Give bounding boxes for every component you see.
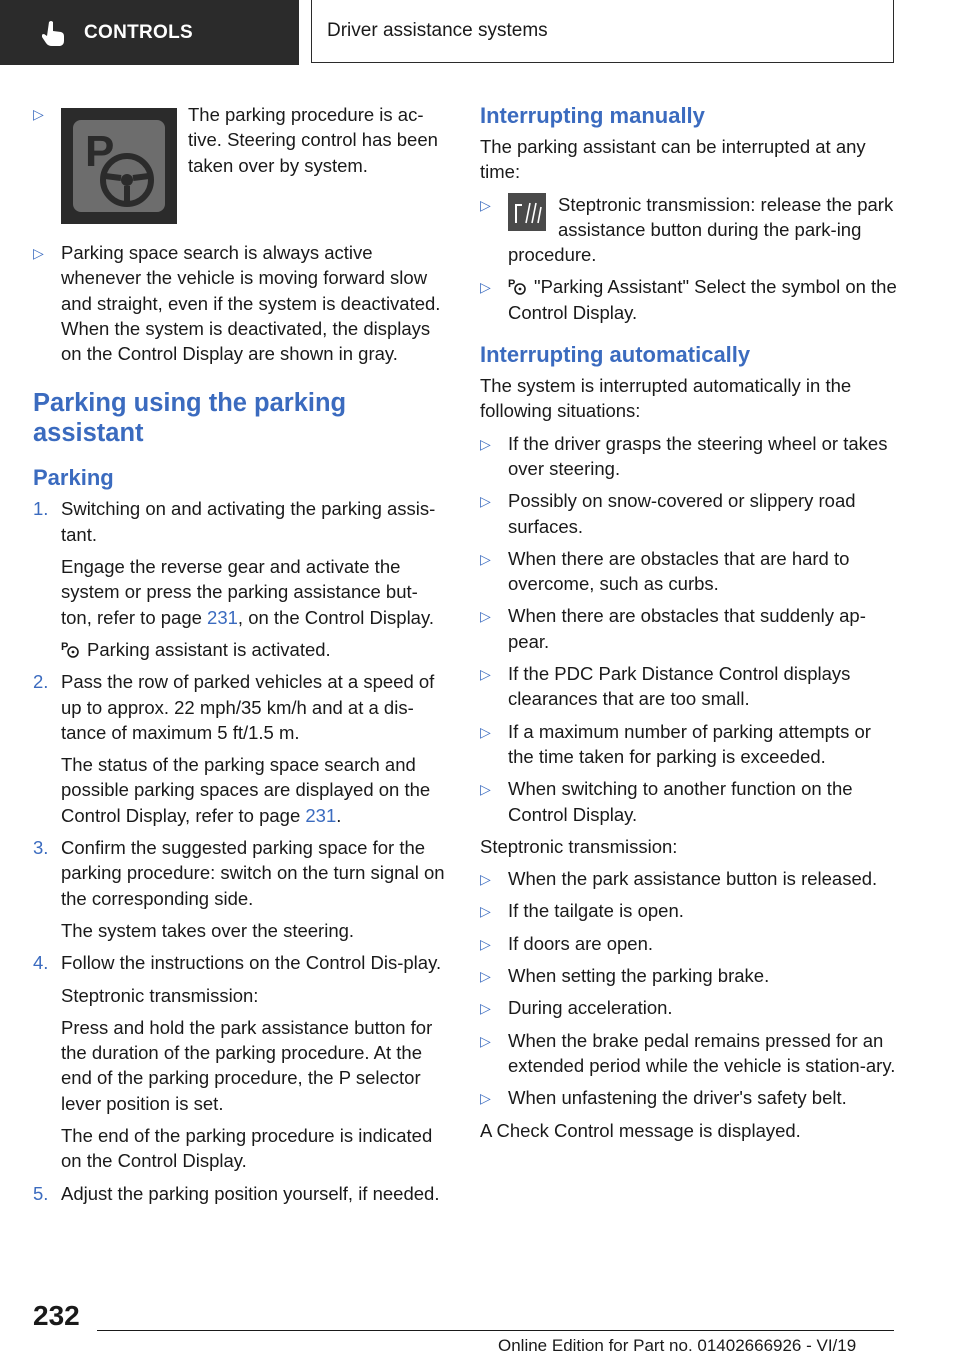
bullet-triangle-icon: ▷ [480, 781, 491, 798]
list-item: ▷ When unfastening the driver's safety belt. [480, 1085, 898, 1110]
list-item: ▷ If a maximum number of parking attempts or the time taken for parking is exceeded. [480, 720, 871, 767]
step-number: 5. [33, 1182, 49, 1204]
parking-active-item [33, 100, 448, 230]
svg-text:P: P [85, 127, 115, 176]
bullet-triangle-icon: ▷ [480, 871, 491, 888]
subsection-heading: Parking [33, 465, 114, 491]
step-number: 1. [33, 498, 49, 520]
list-item: ▷ When the park assistance button is released. [480, 866, 898, 891]
paragraph: A Check Control message is displayed. [480, 1119, 801, 1141]
step-text: Pass the row of parked vehicles at a speed of up to approx. 22 mph/35 km/h and at a dis-tance of maximum 5 ft/1.5 m. [61, 671, 435, 743]
list-item: ▷ When setting the parking brake. [480, 963, 898, 988]
step-number: 3. [33, 837, 49, 859]
header-chapter [311, 0, 894, 63]
list-item: ▷ When switching to another function on the Control Display. [480, 778, 853, 825]
parking-steering-icon [61, 108, 177, 224]
step-text: P Parking assistant is activated. [61, 638, 331, 660]
bullet-triangle-icon: ▷ [480, 493, 491, 510]
header-section-tab [0, 0, 299, 65]
step-text: Steptronic transmission: [61, 984, 259, 1006]
bullet-triangle-icon: ▷ [480, 196, 491, 213]
page-number: 232 [33, 1300, 80, 1331]
list-item-text: "Parking Assistant" Select the symbol on the Control Display. [508, 276, 897, 323]
parking-active-text: The parking procedure is ac-tive. Steering control has been taken over by system. [188, 104, 438, 176]
list-item [33, 240, 448, 366]
list-item: ▷ Possibly on snow-covered or slippery road surfaces. [480, 490, 856, 537]
bullet-triangle-icon: ▷ [480, 666, 491, 683]
bullet-triangle-icon: ▷ [480, 279, 491, 296]
bullet-triangle-icon: ▷ [480, 1090, 491, 1107]
list-item-text: Steptronic transmission: release the park assistance button during the park-ing procedure. [508, 193, 894, 266]
bullet-triangle-icon: ▷ [480, 1032, 491, 1049]
step-text: Press and hold the park assistance button for the duration of the parking procedure. At the end of the parking procedure, the P selector lever position is set. [61, 1016, 433, 1114]
step-5 [33, 1181, 448, 1206]
list-item-text: Parking space search is always active whenever the vehicle is moving forward slow and straight, even if the system is deactivated. When the system is deactivated, the displays on the Control Display are shown in gray. [61, 242, 441, 365]
step-3 [33, 835, 448, 943]
step-4 [33, 950, 448, 1173]
paragraph: The parking assistant can be interrupted at any time: [480, 136, 866, 183]
bullet-triangle-icon: ▷ [480, 550, 491, 567]
left-column [33, 100, 448, 1213]
list-item: ▷ If doors are open. [480, 931, 898, 956]
list-item [480, 274, 898, 325]
bullet-triangle-icon: ▷ [480, 608, 491, 625]
step-text: The system takes over the steering. [61, 919, 355, 941]
bullet-triangle-icon: ▷ [33, 106, 44, 122]
chapter-title: Driver assistance systems [327, 20, 548, 41]
park-assistance-button-icon [508, 193, 546, 231]
footer-divider [97, 1330, 894, 1331]
list-item: ▷ If the tailgate is open. [480, 898, 898, 923]
step-text: Confirm the suggested parking space for the parking procedure: switch on the turn signal on the corresponding side. [61, 837, 445, 909]
bullet-triangle-icon: ▷ [480, 903, 491, 920]
step-text: Follow the instructions on the Control Dis-play. [61, 952, 442, 974]
bullet-triangle-icon: ▷ [480, 968, 491, 985]
svg-text:P: P [61, 640, 69, 653]
list-item: ▷ When there are obstacles that suddenly ap-pear. [480, 605, 866, 652]
svg-text:P: P [508, 278, 516, 291]
parking-assistant-icon [61, 639, 81, 659]
step-text: The status of the parking space search and possible parking spaces are displayed on the Control Display, refer to page 231. [61, 754, 431, 826]
parking-assistant-icon [508, 276, 528, 296]
right-column [480, 96, 898, 1143]
pointing-hand-icon [42, 20, 66, 46]
list-item: ▷ If the driver grasps the steering wheel or takes over steering. [480, 432, 888, 479]
step-text: Engage the reverse gear and activate the system or press the parking assistance but-ton, refer to page 231, on the Control Display. [61, 556, 434, 628]
step-text: The end of the parking procedure is indicated on the Control Display. [61, 1125, 433, 1172]
bullet-triangle-icon: ▷ [480, 435, 491, 452]
step-number: 2. [33, 671, 49, 693]
list-item: ▷ During acceleration. [480, 995, 898, 1020]
step-text: Adjust the parking position yourself, if needed. [61, 1182, 440, 1204]
footer-edition: Online Edition for Part no. 01402666926 - VI/19 [498, 1336, 857, 1355]
list-item: ▷ If the PDC Park Distance Control displays clearances that are too small. [480, 663, 851, 710]
step-2 [33, 669, 448, 828]
paragraph: Steptronic transmission: [480, 835, 678, 857]
bullet-triangle-icon: ▷ [33, 245, 44, 261]
list-item: ▷ When the brake pedal remains pressed for an extended period while the vehicle is station-ary. [480, 1029, 896, 1076]
page-link[interactable]: 231 [207, 606, 238, 628]
section-heading: Parking using the parking assistant [33, 389, 347, 448]
step-text: Switching on and activating the parking assis-tant. [61, 498, 436, 545]
page-link[interactable]: 231 [305, 804, 337, 826]
step-number: 4. [33, 952, 49, 974]
subsection-heading: Interrupting automatically [480, 342, 751, 368]
bullet-triangle-icon: ▷ [480, 1000, 491, 1017]
list-item [480, 192, 898, 268]
paragraph: The system is interrupted automatically in the following situations: [480, 375, 852, 422]
list-item: ▷ When there are obstacles that are hard to overcome, such as curbs. [480, 547, 850, 595]
bullet-triangle-icon: ▷ [480, 935, 491, 952]
subsection-heading: Interrupting manually [480, 103, 705, 128]
step-1 [33, 496, 448, 662]
bullet-triangle-icon: ▷ [480, 723, 491, 740]
section-title: CONTROLS [84, 21, 194, 43]
